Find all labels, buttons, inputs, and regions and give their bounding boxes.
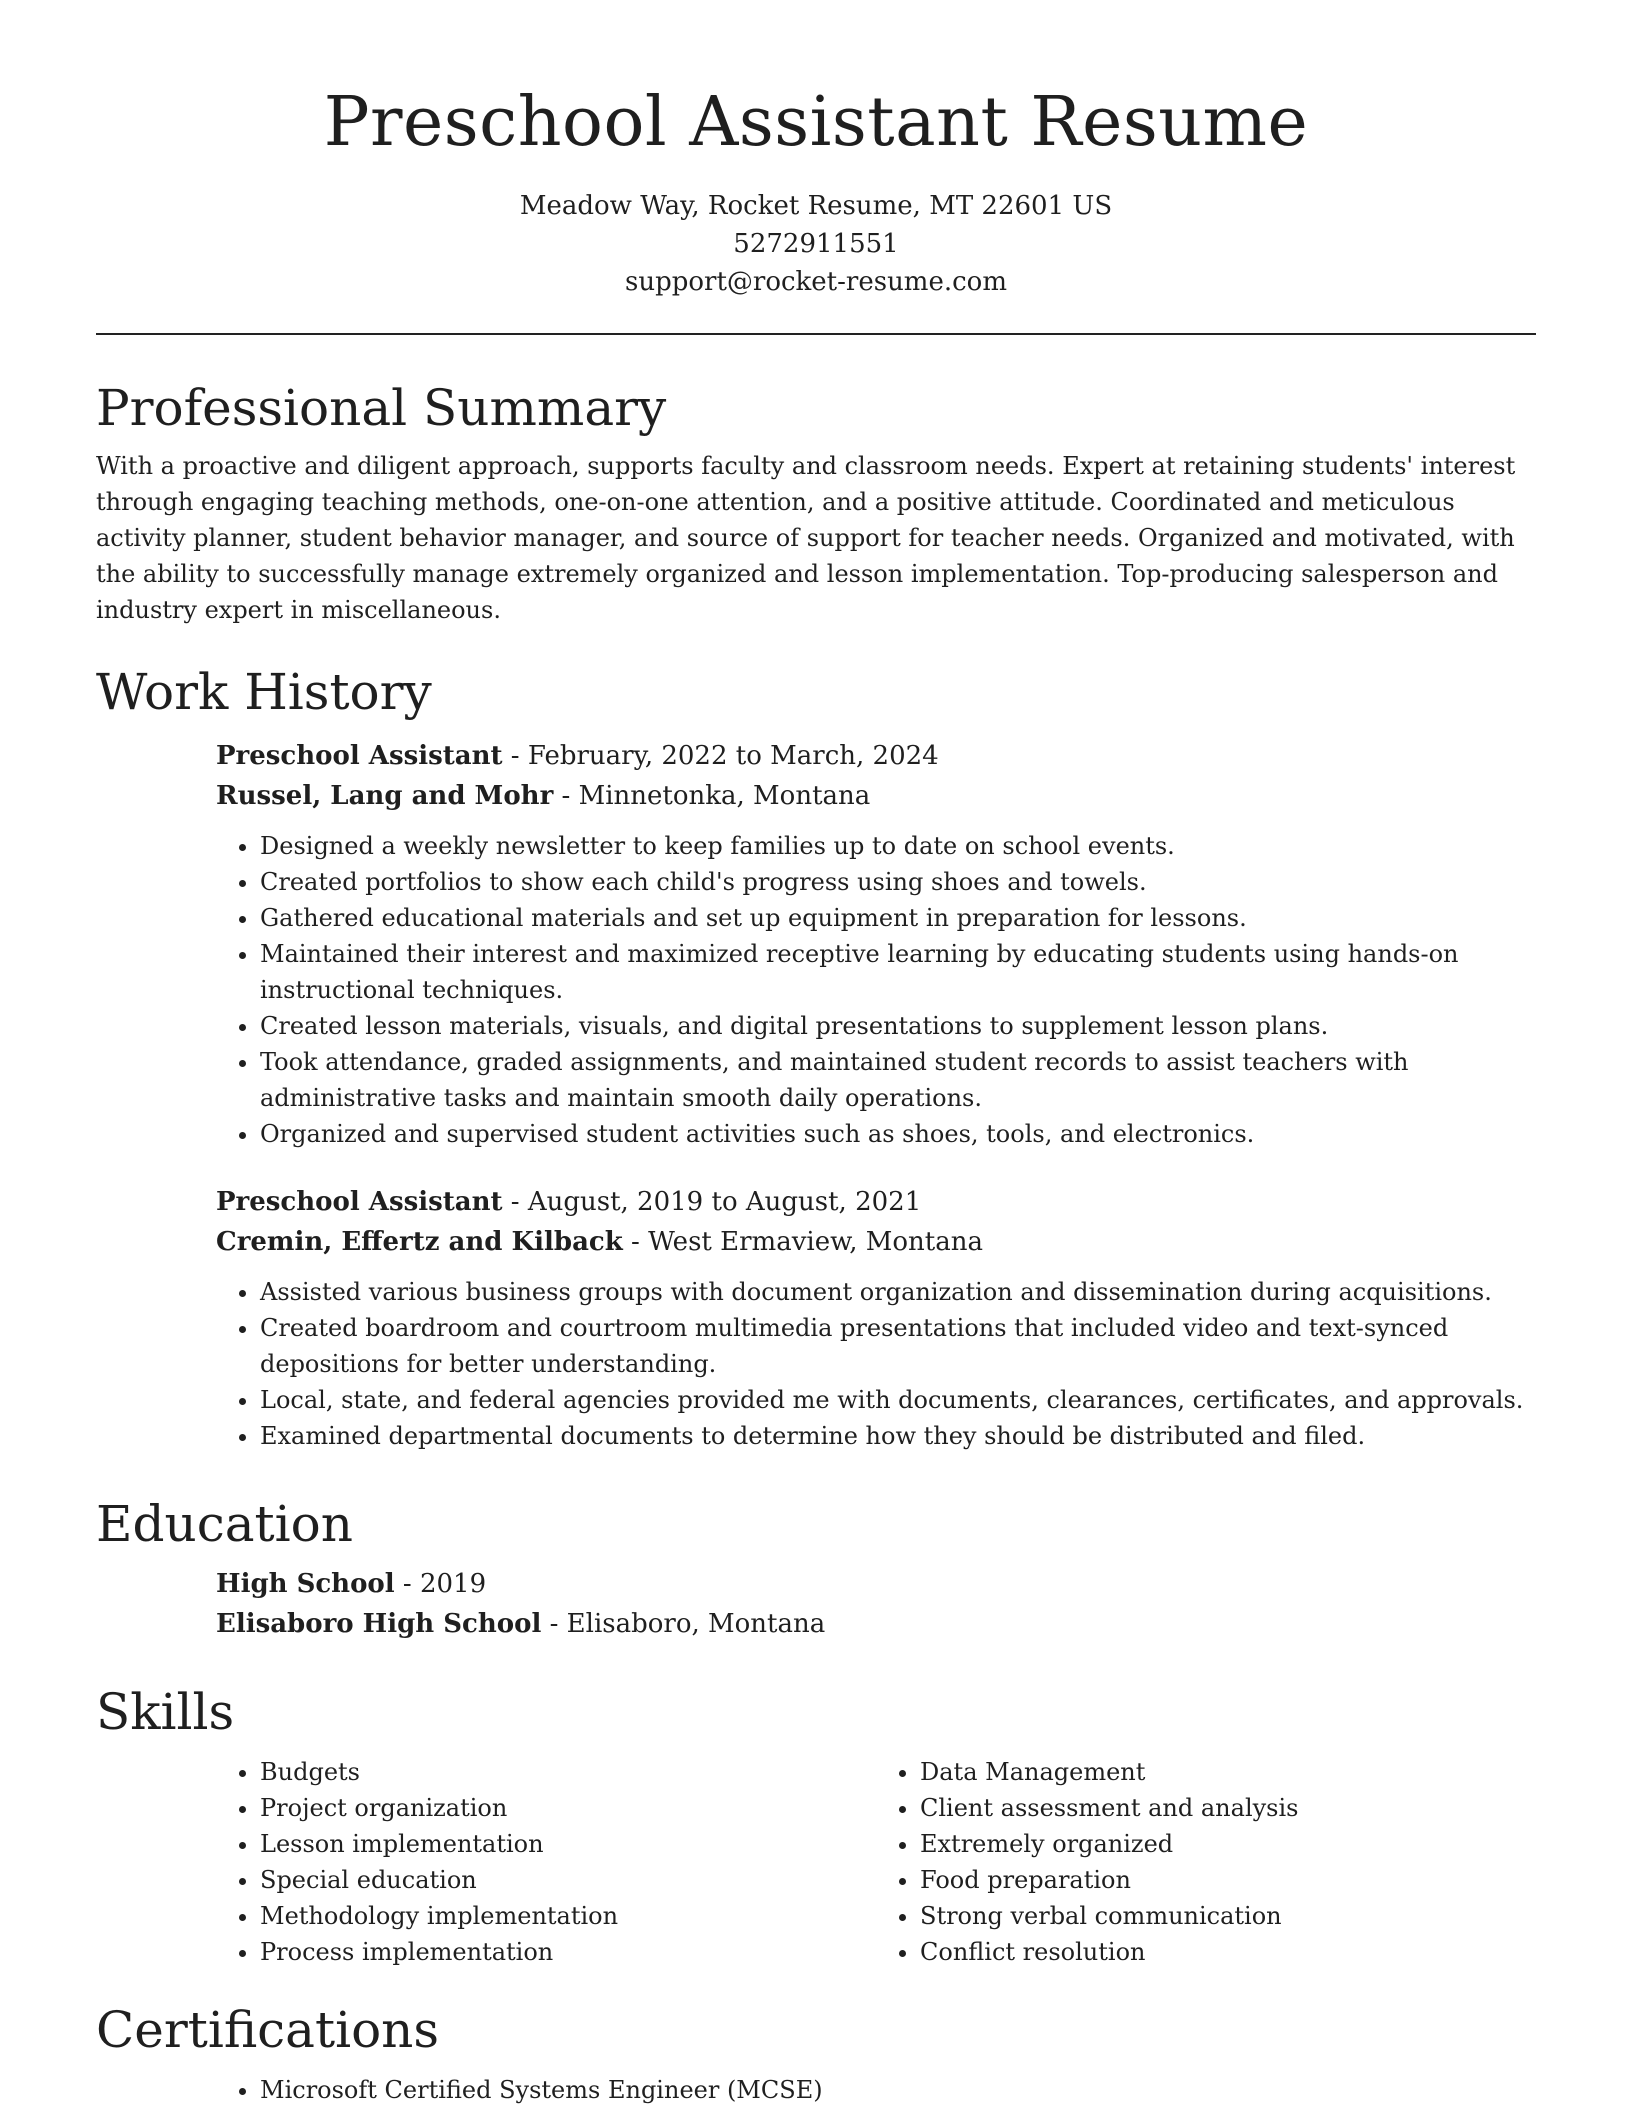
education-location: - Elisaboro, Montana bbox=[541, 1609, 826, 1639]
job-bullet: • Created boardroom and courtroom multimedia presentations that included video and text-synced depositions for better understanding. bbox=[260, 1310, 1536, 1382]
skill-item: • Budgets bbox=[260, 1754, 876, 1790]
education-degree-line bbox=[216, 1564, 1536, 1604]
summary-section bbox=[96, 378, 1536, 628]
summary-text: With a proactive and diligent approach, supports faculty and classroom needs. Expert at retaining students' interest through engaging teaching methods, one-on-one attention, and a positive attitude. Coordinated and meticulous activity planner, student behavior manager, and source of support for teacher needs. Organized and motivated, with the ability to successfully manage extremely organized and lesson implementation. Top-producing salesperson and industry expert in miscellaneous. bbox=[96, 452, 1516, 624]
contact-block bbox=[96, 187, 1536, 301]
education-school: Elisaboro High School bbox=[216, 1609, 542, 1639]
skill-item: • Strong verbal communication bbox=[920, 1898, 1536, 1934]
job-entry bbox=[216, 736, 1536, 1152]
job-bullet: • Designed a weekly newsletter to keep families up to date on school events. bbox=[260, 828, 1536, 864]
job-bullets bbox=[216, 828, 1536, 1152]
contact-email: support@rocket-resume.com bbox=[624, 266, 1007, 297]
skill-item: • Client assessment and analysis bbox=[920, 1790, 1536, 1826]
skill-item: • Food preparation bbox=[920, 1862, 1536, 1898]
education-year: - 2019 bbox=[394, 1569, 487, 1599]
job-bullet: • Local, state, and federal agencies provided me with documents, clearances, certificates, and approvals. bbox=[260, 1382, 1536, 1418]
job-bullet: • Created lesson materials, visuals, and digital presentations to supplement lesson plans. bbox=[260, 1008, 1536, 1044]
skills-list-right bbox=[876, 1754, 1536, 1970]
job-company: Russel, Lang and Mohr bbox=[216, 781, 554, 811]
work-history-section bbox=[96, 662, 1536, 1454]
skill-item: • Conflict resolution bbox=[920, 1934, 1536, 1970]
skill-item: • Methodology implementation bbox=[260, 1898, 876, 1934]
resume-header bbox=[96, 0, 1536, 301]
job-location: - Minnetonka, Montana bbox=[553, 781, 871, 811]
job-bullet: • Organized and supervised student activities such as shoes, tools, and electronics. bbox=[260, 1116, 1536, 1152]
job-dates: - February, 2022 to March, 2024 bbox=[502, 741, 939, 771]
job-dates: - August, 2019 to August, 2021 bbox=[502, 1187, 922, 1217]
skill-item: • Project organization bbox=[260, 1790, 876, 1826]
job-bullet: • Assisted various business groups with document organization and dissemination during acquisitions. bbox=[260, 1274, 1536, 1310]
job-bullet: • Gathered educational materials and set up equipment in preparation for lessons. bbox=[260, 900, 1536, 936]
skills-columns bbox=[216, 1754, 1536, 1970]
job-title: Preschool Assistant bbox=[216, 741, 503, 771]
skill-item: • Lesson implementation bbox=[260, 1826, 876, 1862]
job-bullet: • Created portfolios to show each child's progress using shoes and towels. bbox=[260, 864, 1536, 900]
skills-section bbox=[96, 1682, 1536, 1970]
job-company: Cremin, Effertz and Kilback bbox=[216, 1227, 623, 1257]
summary-heading: Professional Summary bbox=[96, 379, 667, 437]
job-bullet: • Took attendance, graded assignments, and maintained student records to assist teachers with administrative tasks and maintain smooth daily operations. bbox=[260, 1044, 1536, 1116]
job-bullet: • Maintained their interest and maximized receptive learning by educating students using hands-on instructional techniques. bbox=[260, 936, 1536, 1008]
job-title-line bbox=[216, 1182, 1536, 1222]
certifications-section bbox=[96, 2000, 1536, 2108]
contact-address: Meadow Way, Rocket Resume, MT 22601 US bbox=[519, 190, 1113, 221]
skill-item: • Data Management bbox=[920, 1754, 1536, 1790]
job-company-line bbox=[216, 776, 1536, 816]
header-divider bbox=[96, 333, 1536, 335]
job-bullet: • Examined departmental documents to determine how they should be distributed and filed. bbox=[260, 1418, 1536, 1454]
job-entry bbox=[216, 1182, 1536, 1454]
education-section bbox=[96, 1494, 1536, 1644]
job-company-line bbox=[216, 1222, 1536, 1262]
education-school-line bbox=[216, 1604, 1536, 1644]
skills-list-left bbox=[216, 1754, 876, 1970]
certifications-heading: Certifications bbox=[96, 2001, 440, 2059]
certification-item: • Microsoft Certified Systems Engineer (MCSE) bbox=[260, 2072, 1536, 2108]
contact-phone: 5272911551 bbox=[733, 228, 899, 259]
job-location: - West Ermaview, Montana bbox=[622, 1227, 983, 1257]
certifications-list bbox=[216, 2072, 1536, 2108]
job-title: Preschool Assistant bbox=[216, 1187, 503, 1217]
education-degree: High School bbox=[216, 1569, 395, 1599]
education-heading: Education bbox=[96, 1495, 353, 1553]
skill-item: • Special education bbox=[260, 1862, 876, 1898]
job-bullets bbox=[216, 1274, 1536, 1454]
education-entry bbox=[216, 1564, 1536, 1644]
job-title-line bbox=[216, 736, 1536, 776]
skill-item: • Process implementation bbox=[260, 1934, 876, 1970]
skills-heading: Skills bbox=[96, 1683, 235, 1741]
skill-item: • Extremely organized bbox=[920, 1826, 1536, 1862]
resume-title: Preschool Assistant Resume bbox=[323, 83, 1309, 162]
work-history-heading: Work History bbox=[96, 663, 432, 721]
